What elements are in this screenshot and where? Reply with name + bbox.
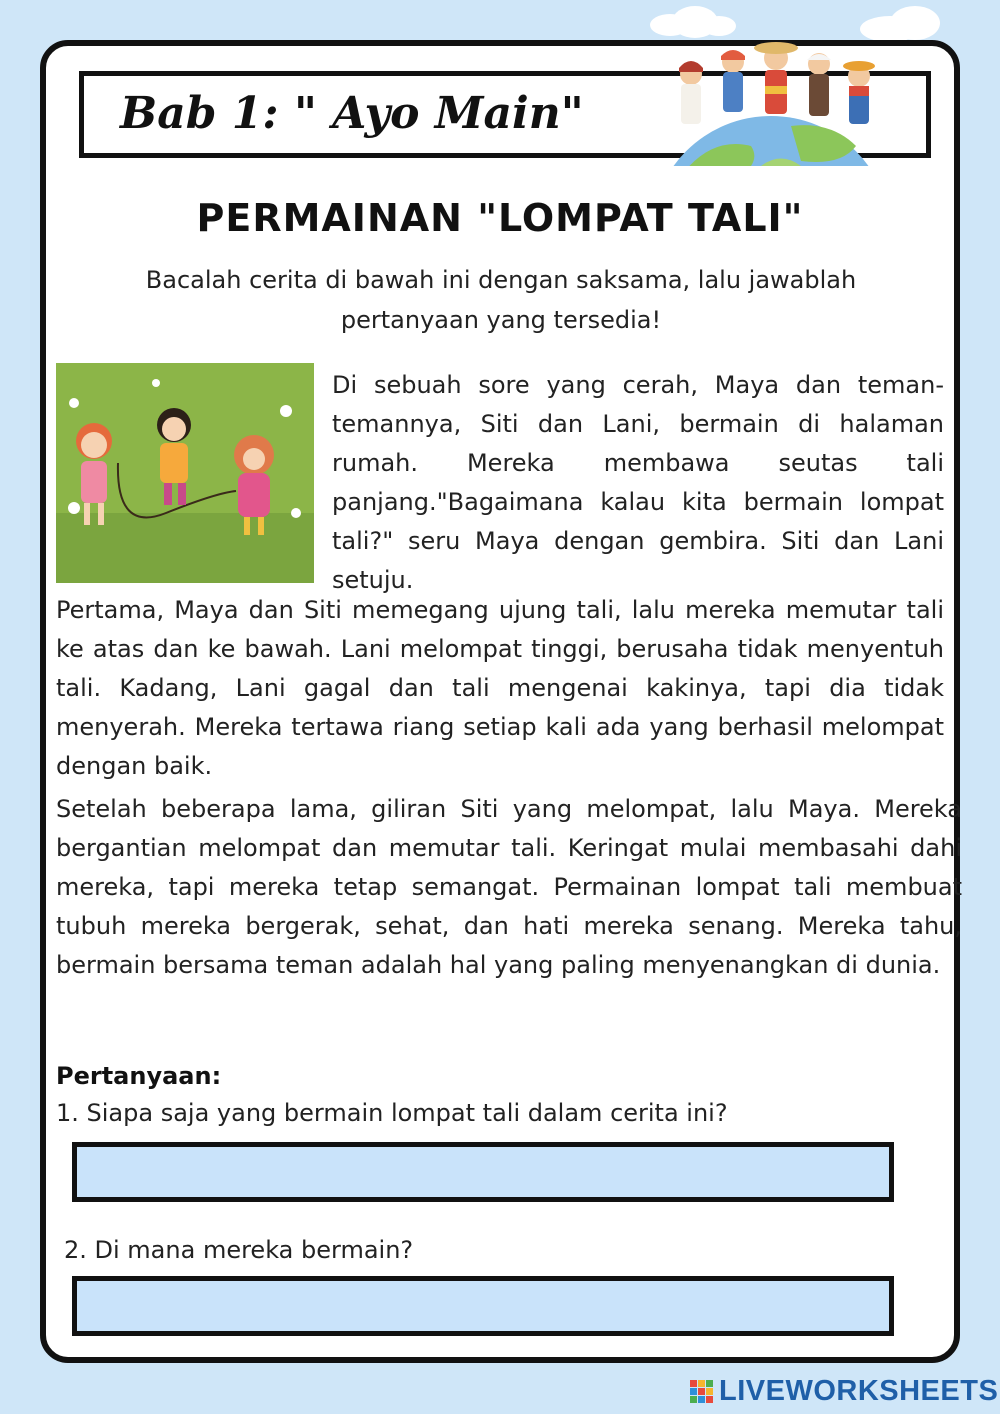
worksheet-card xyxy=(40,40,960,1363)
story-paragraph-2: Pertama, Maya dan Siti memegang ujung tali, lalu mereka memutar tali ke atas dan ke bawah. Lani melompat tinggi, berusaha tidak menyentuh tali. Kadang, Lani gagal dan tali mengenai kakinya, tapi dia tidak menyerah. Mereka tertawa riang setiap kali ada yang berhasil melompat dengan baik. xyxy=(56,596,944,780)
answer-1-field[interactable] xyxy=(72,1142,894,1202)
page-title: PERMAINAN "LOMPAT TALI" xyxy=(196,196,804,240)
story-paragraph-1: Di sebuah sore yang cerah, Maya dan teman-temannya, Siti dan Lani, bermain di halaman rumah. Mereka membawa seutas tali panjang."Bagaimana kalau kita bermain lompat tali?" seru Maya dengan gembira. Siti dan Lani setuju. xyxy=(332,371,944,594)
liveworksheets-logo[interactable] xyxy=(690,1374,998,1408)
chapter-title: Bab 1: " Ayo Main" xyxy=(120,88,584,139)
question-2: 2. Di mana mereka bermain? xyxy=(64,1236,414,1264)
story-paragraph-3: Setelah beberapa lama, giliran Siti yang melompat, lalu Maya. Mereka bergantian melompat dan memutar tali. Keringat mulai membasahi dahi mereka, tapi mereka tetap semangat. Permainan lompat tali membuat tubuh mereka bergerak, sehat, dan hati mereka senang. Mereka tahu, bermain bersama teman adalah hal yang paling menyenangkan di dunia. xyxy=(56,795,962,979)
question-1: 1. Siapa saja yang bermain lompat tali dalam cerita ini? xyxy=(56,1099,728,1127)
globe-children-illustration xyxy=(641,26,901,166)
instruction-text: Bacalah cerita di bawah ini dengan saksama, lalu jawablah pertanyaan yang tersedia! xyxy=(145,266,857,334)
jump-rope-illustration xyxy=(56,363,314,583)
questions-heading: Pertanyaan: xyxy=(56,1062,222,1090)
answer-2-field[interactable] xyxy=(72,1276,894,1336)
liveworksheets-icon xyxy=(690,1380,713,1403)
brand-name: LIVEWORKSHEETS xyxy=(719,1374,999,1407)
